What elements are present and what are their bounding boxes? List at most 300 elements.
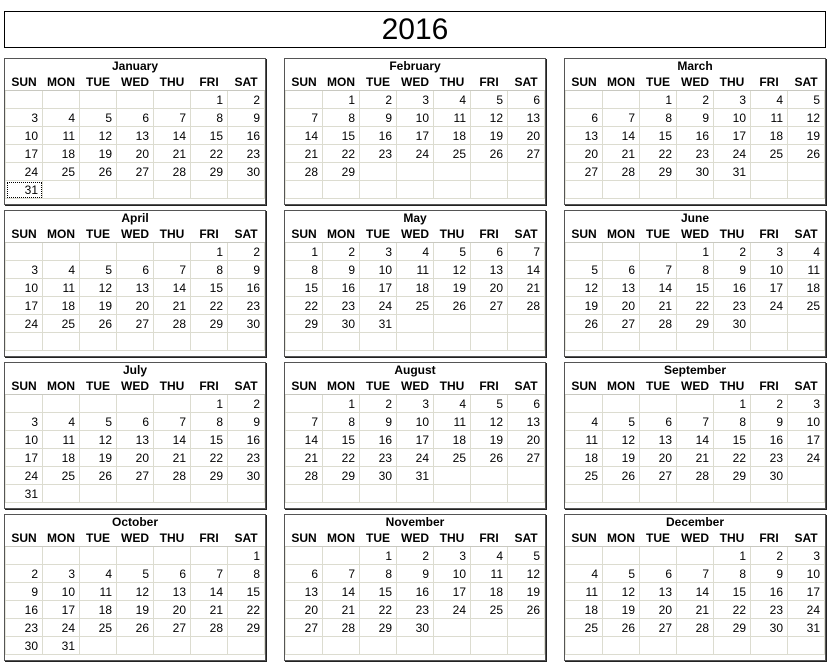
day-cell[interactable]: 1 xyxy=(228,547,265,565)
day-cell[interactable]: 19 xyxy=(80,449,117,467)
empty-cell[interactable] xyxy=(80,485,117,503)
day-cell[interactable]: 6 xyxy=(286,565,323,583)
day-cell[interactable]: 27 xyxy=(508,449,545,467)
day-cell[interactable]: 19 xyxy=(80,145,117,163)
day-cell[interactable]: 15 xyxy=(640,127,677,145)
day-cell[interactable]: 3 xyxy=(714,91,751,109)
day-cell[interactable]: 11 xyxy=(80,583,117,601)
day-cell[interactable]: 25 xyxy=(80,619,117,637)
day-cell[interactable]: 15 xyxy=(191,431,228,449)
day-cell[interactable]: 9 xyxy=(228,109,265,127)
day-cell[interactable]: 14 xyxy=(286,431,323,449)
empty-cell[interactable] xyxy=(117,91,154,109)
day-cell[interactable]: 31 xyxy=(43,637,80,655)
empty-cell[interactable] xyxy=(603,243,640,261)
empty-cell[interactable] xyxy=(714,181,751,199)
day-cell[interactable]: 17 xyxy=(360,279,397,297)
day-cell[interactable]: 16 xyxy=(323,279,360,297)
empty-cell[interactable] xyxy=(360,333,397,351)
day-cell[interactable]: 25 xyxy=(434,449,471,467)
day-cell[interactable]: 17 xyxy=(714,127,751,145)
empty-cell[interactable] xyxy=(191,333,228,351)
empty-cell[interactable] xyxy=(471,163,508,181)
empty-cell[interactable] xyxy=(434,619,471,637)
day-cell[interactable]: 13 xyxy=(154,583,191,601)
empty-cell[interactable] xyxy=(603,547,640,565)
day-cell[interactable]: 21 xyxy=(286,449,323,467)
day-cell[interactable]: 13 xyxy=(640,431,677,449)
day-cell[interactable]: 29 xyxy=(191,163,228,181)
day-cell[interactable]: 18 xyxy=(397,279,434,297)
day-cell[interactable]: 15 xyxy=(677,279,714,297)
day-cell[interactable]: 15 xyxy=(360,583,397,601)
day-cell[interactable]: 14 xyxy=(677,431,714,449)
day-cell[interactable]: 14 xyxy=(508,261,545,279)
empty-cell[interactable] xyxy=(566,395,603,413)
day-cell[interactable]: 29 xyxy=(191,467,228,485)
day-cell[interactable]: 4 xyxy=(80,565,117,583)
day-cell[interactable]: 21 xyxy=(154,145,191,163)
day-cell[interactable]: 24 xyxy=(397,449,434,467)
empty-cell[interactable] xyxy=(286,333,323,351)
day-cell[interactable]: 25 xyxy=(566,467,603,485)
day-cell[interactable]: 11 xyxy=(434,413,471,431)
day-cell[interactable]: 7 xyxy=(508,243,545,261)
empty-cell[interactable] xyxy=(397,163,434,181)
empty-cell[interactable] xyxy=(677,395,714,413)
day-cell[interactable]: 27 xyxy=(640,467,677,485)
day-cell[interactable]: 18 xyxy=(788,279,825,297)
empty-cell[interactable] xyxy=(323,637,360,655)
day-cell[interactable]: 31 xyxy=(788,619,825,637)
day-cell[interactable]: 2 xyxy=(714,243,751,261)
day-cell[interactable]: 29 xyxy=(323,163,360,181)
day-cell[interactable]: 18 xyxy=(566,601,603,619)
day-cell[interactable]: 26 xyxy=(788,145,825,163)
day-cell[interactable]: 28 xyxy=(323,619,360,637)
day-cell[interactable]: 21 xyxy=(677,601,714,619)
day-cell[interactable]: 5 xyxy=(603,413,640,431)
day-cell[interactable]: 4 xyxy=(566,413,603,431)
day-cell[interactable]: 10 xyxy=(434,565,471,583)
day-cell[interactable]: 18 xyxy=(43,449,80,467)
day-cell[interactable]: 1 xyxy=(323,91,360,109)
day-cell[interactable]: 9 xyxy=(751,565,788,583)
day-cell[interactable]: 3 xyxy=(6,413,43,431)
day-cell[interactable]: 26 xyxy=(80,315,117,333)
empty-cell[interactable] xyxy=(566,181,603,199)
day-cell[interactable]: 4 xyxy=(43,413,80,431)
empty-cell[interactable] xyxy=(471,181,508,199)
day-cell[interactable]: 5 xyxy=(508,547,545,565)
day-cell[interactable]: 26 xyxy=(434,297,471,315)
empty-cell[interactable] xyxy=(43,547,80,565)
day-cell[interactable]: 27 xyxy=(640,619,677,637)
day-cell[interactable]: 30 xyxy=(751,467,788,485)
day-cell[interactable]: 3 xyxy=(360,243,397,261)
day-cell[interactable]: 10 xyxy=(397,109,434,127)
day-cell[interactable]: 19 xyxy=(508,583,545,601)
empty-cell[interactable] xyxy=(640,181,677,199)
day-cell[interactable]: 16 xyxy=(397,583,434,601)
day-cell[interactable]: 27 xyxy=(117,315,154,333)
empty-cell[interactable] xyxy=(360,163,397,181)
day-cell[interactable]: 21 xyxy=(191,601,228,619)
day-cell[interactable]: 25 xyxy=(43,467,80,485)
day-cell[interactable]: 16 xyxy=(6,601,43,619)
day-cell[interactable]: 30 xyxy=(751,619,788,637)
empty-cell[interactable] xyxy=(397,333,434,351)
day-cell[interactable]: 1 xyxy=(191,91,228,109)
day-cell[interactable]: 5 xyxy=(80,413,117,431)
day-cell[interactable]: 26 xyxy=(471,145,508,163)
empty-cell[interactable] xyxy=(751,163,788,181)
day-cell[interactable]: 26 xyxy=(603,619,640,637)
day-cell[interactable]: 14 xyxy=(677,583,714,601)
day-cell[interactable]: 23 xyxy=(228,449,265,467)
day-cell[interactable]: 22 xyxy=(714,449,751,467)
day-cell[interactable]: 19 xyxy=(788,127,825,145)
day-cell[interactable]: 26 xyxy=(566,315,603,333)
day-cell[interactable]: 29 xyxy=(228,619,265,637)
empty-cell[interactable] xyxy=(80,395,117,413)
day-cell[interactable]: 8 xyxy=(360,565,397,583)
empty-cell[interactable] xyxy=(434,163,471,181)
day-cell[interactable]: 13 xyxy=(508,413,545,431)
day-cell[interactable]: 13 xyxy=(286,583,323,601)
day-cell[interactable]: 22 xyxy=(640,145,677,163)
day-cell[interactable]: 23 xyxy=(323,297,360,315)
day-cell[interactable]: 4 xyxy=(751,91,788,109)
empty-cell[interactable] xyxy=(117,395,154,413)
day-cell[interactable]: 9 xyxy=(6,583,43,601)
empty-cell[interactable] xyxy=(434,485,471,503)
empty-cell[interactable] xyxy=(323,485,360,503)
day-cell[interactable]: 23 xyxy=(360,145,397,163)
day-cell[interactable]: 17 xyxy=(6,297,43,315)
day-cell[interactable]: 25 xyxy=(397,297,434,315)
day-cell[interactable]: 12 xyxy=(471,413,508,431)
day-cell[interactable]: 15 xyxy=(323,431,360,449)
day-cell[interactable]: 5 xyxy=(471,91,508,109)
day-cell[interactable]: 6 xyxy=(640,565,677,583)
day-cell[interactable]: 9 xyxy=(677,109,714,127)
day-cell[interactable]: 20 xyxy=(117,449,154,467)
day-cell[interactable]: 7 xyxy=(286,413,323,431)
day-cell[interactable]: 22 xyxy=(323,145,360,163)
day-cell[interactable]: 9 xyxy=(397,565,434,583)
empty-cell[interactable] xyxy=(751,485,788,503)
empty-cell[interactable] xyxy=(603,395,640,413)
empty-cell[interactable] xyxy=(43,181,80,199)
day-cell[interactable]: 26 xyxy=(117,619,154,637)
empty-cell[interactable] xyxy=(788,315,825,333)
empty-cell[interactable] xyxy=(154,181,191,199)
day-cell[interactable]: 12 xyxy=(117,583,154,601)
day-cell[interactable]: 15 xyxy=(714,431,751,449)
empty-cell[interactable] xyxy=(508,637,545,655)
day-cell[interactable]: 1 xyxy=(191,243,228,261)
day-cell[interactable]: 7 xyxy=(677,413,714,431)
day-cell[interactable]: 27 xyxy=(117,467,154,485)
day-cell[interactable]: 17 xyxy=(434,583,471,601)
day-cell[interactable]: 19 xyxy=(80,297,117,315)
day-cell[interactable]: 31 xyxy=(360,315,397,333)
day-cell[interactable]: 26 xyxy=(80,467,117,485)
day-cell[interactable]: 9 xyxy=(360,413,397,431)
day-cell[interactable]: 3 xyxy=(788,547,825,565)
day-cell[interactable]: 6 xyxy=(508,91,545,109)
day-cell[interactable]: 6 xyxy=(117,413,154,431)
day-cell[interactable]: 8 xyxy=(228,565,265,583)
empty-cell[interactable] xyxy=(434,315,471,333)
empty-cell[interactable] xyxy=(360,485,397,503)
empty-cell[interactable] xyxy=(788,181,825,199)
day-cell[interactable]: 5 xyxy=(788,91,825,109)
empty-cell[interactable] xyxy=(434,333,471,351)
empty-cell[interactable] xyxy=(397,181,434,199)
day-cell[interactable]: 2 xyxy=(228,395,265,413)
day-cell[interactable]: 24 xyxy=(6,467,43,485)
day-cell[interactable]: 29 xyxy=(677,315,714,333)
empty-cell[interactable] xyxy=(640,333,677,351)
empty-cell[interactable] xyxy=(508,315,545,333)
day-cell[interactable]: 12 xyxy=(471,109,508,127)
empty-cell[interactable] xyxy=(191,485,228,503)
day-cell[interactable]: 17 xyxy=(788,583,825,601)
empty-cell[interactable] xyxy=(154,243,191,261)
day-cell[interactable]: 26 xyxy=(471,449,508,467)
day-cell[interactable]: 27 xyxy=(566,163,603,181)
day-cell[interactable]: 1 xyxy=(360,547,397,565)
empty-cell[interactable] xyxy=(80,243,117,261)
empty-cell[interactable] xyxy=(788,637,825,655)
day-cell[interactable]: 21 xyxy=(677,449,714,467)
day-cell[interactable]: 5 xyxy=(471,395,508,413)
day-cell[interactable]: 21 xyxy=(286,145,323,163)
day-cell[interactable]: 2 xyxy=(677,91,714,109)
day-cell[interactable]: 23 xyxy=(714,297,751,315)
day-cell[interactable]: 24 xyxy=(714,145,751,163)
day-cell[interactable]: 10 xyxy=(6,279,43,297)
day-cell[interactable]: 5 xyxy=(566,261,603,279)
day-cell[interactable]: 30 xyxy=(228,163,265,181)
empty-cell[interactable] xyxy=(677,333,714,351)
day-cell[interactable]: 26 xyxy=(508,601,545,619)
day-cell[interactable]: 2 xyxy=(397,547,434,565)
empty-cell[interactable] xyxy=(640,395,677,413)
day-cell[interactable]: 28 xyxy=(191,619,228,637)
empty-cell[interactable] xyxy=(80,547,117,565)
day-cell[interactable]: 11 xyxy=(471,565,508,583)
empty-cell[interactable] xyxy=(508,485,545,503)
empty-cell[interactable] xyxy=(191,181,228,199)
day-cell[interactable]: 19 xyxy=(434,279,471,297)
empty-cell[interactable] xyxy=(360,637,397,655)
day-cell[interactable]: 15 xyxy=(191,279,228,297)
empty-cell[interactable] xyxy=(191,547,228,565)
day-cell[interactable]: 2 xyxy=(228,91,265,109)
empty-cell[interactable] xyxy=(117,333,154,351)
day-cell[interactable]: 28 xyxy=(640,315,677,333)
empty-cell[interactable] xyxy=(323,333,360,351)
empty-cell[interactable] xyxy=(397,315,434,333)
day-cell[interactable]: 8 xyxy=(191,261,228,279)
day-cell[interactable]: 2 xyxy=(228,243,265,261)
day-cell[interactable]: 20 xyxy=(640,601,677,619)
empty-cell[interactable] xyxy=(508,181,545,199)
day-cell[interactable]: 3 xyxy=(397,395,434,413)
day-cell[interactable]: 15 xyxy=(714,583,751,601)
day-cell[interactable]: 17 xyxy=(751,279,788,297)
day-cell[interactable]: 10 xyxy=(788,565,825,583)
day-cell[interactable]: 2 xyxy=(360,395,397,413)
day-cell[interactable]: 6 xyxy=(603,261,640,279)
day-cell[interactable]: 4 xyxy=(788,243,825,261)
empty-cell[interactable] xyxy=(154,333,191,351)
empty-cell[interactable] xyxy=(286,91,323,109)
day-cell[interactable]: 6 xyxy=(471,243,508,261)
day-cell[interactable]: 3 xyxy=(751,243,788,261)
day-cell[interactable]: 7 xyxy=(286,109,323,127)
day-cell[interactable]: 9 xyxy=(751,413,788,431)
empty-cell[interactable] xyxy=(323,181,360,199)
day-cell[interactable]: 8 xyxy=(323,413,360,431)
day-cell[interactable]: 30 xyxy=(677,163,714,181)
day-cell[interactable]: 18 xyxy=(43,145,80,163)
empty-cell[interactable] xyxy=(640,637,677,655)
day-cell[interactable]: 8 xyxy=(714,565,751,583)
empty-cell[interactable] xyxy=(640,547,677,565)
day-cell[interactable]: 8 xyxy=(323,109,360,127)
day-cell[interactable]: 18 xyxy=(566,449,603,467)
day-cell[interactable]: 10 xyxy=(6,431,43,449)
day-cell[interactable]: 15 xyxy=(191,127,228,145)
day-cell[interactable]: 14 xyxy=(323,583,360,601)
day-cell[interactable]: 22 xyxy=(286,297,323,315)
day-cell[interactable]: 29 xyxy=(360,619,397,637)
day-cell[interactable]: 7 xyxy=(191,565,228,583)
day-cell[interactable]: 3 xyxy=(397,91,434,109)
day-cell[interactable]: 10 xyxy=(714,109,751,127)
empty-cell[interactable] xyxy=(360,181,397,199)
day-cell[interactable]: 22 xyxy=(191,449,228,467)
day-cell[interactable]: 12 xyxy=(603,583,640,601)
day-cell[interactable]: 6 xyxy=(566,109,603,127)
day-cell[interactable]: 30 xyxy=(228,315,265,333)
day-cell[interactable]: 14 xyxy=(191,583,228,601)
empty-cell[interactable] xyxy=(640,243,677,261)
day-cell[interactable]: 2 xyxy=(6,565,43,583)
day-cell[interactable]: 22 xyxy=(191,145,228,163)
day-cell[interactable]: 20 xyxy=(508,127,545,145)
day-cell[interactable]: 12 xyxy=(603,431,640,449)
day-cell[interactable]: 22 xyxy=(360,601,397,619)
day-cell[interactable]: 28 xyxy=(154,467,191,485)
day-cell[interactable]: 8 xyxy=(191,413,228,431)
day-cell[interactable]: 10 xyxy=(751,261,788,279)
empty-cell[interactable] xyxy=(788,467,825,485)
day-cell[interactable]: 24 xyxy=(43,619,80,637)
day-cell[interactable]: 22 xyxy=(323,449,360,467)
day-cell[interactable]: 23 xyxy=(397,601,434,619)
day-cell[interactable]: 21 xyxy=(508,279,545,297)
empty-cell[interactable] xyxy=(117,547,154,565)
empty-cell[interactable] xyxy=(677,637,714,655)
day-cell[interactable]: 29 xyxy=(286,315,323,333)
day-cell[interactable]: 23 xyxy=(6,619,43,637)
day-cell[interactable]: 18 xyxy=(434,431,471,449)
empty-cell[interactable] xyxy=(566,333,603,351)
empty-cell[interactable] xyxy=(714,333,751,351)
empty-cell[interactable] xyxy=(640,485,677,503)
day-cell[interactable]: 27 xyxy=(603,315,640,333)
day-cell[interactable]: 5 xyxy=(117,565,154,583)
day-cell[interactable]: 17 xyxy=(6,449,43,467)
empty-cell[interactable] xyxy=(286,395,323,413)
empty-cell[interactable] xyxy=(43,395,80,413)
day-cell[interactable]: 3 xyxy=(434,547,471,565)
empty-cell[interactable] xyxy=(751,181,788,199)
day-cell[interactable]: 14 xyxy=(640,279,677,297)
day-cell[interactable]: 11 xyxy=(751,109,788,127)
day-cell[interactable]: 28 xyxy=(677,467,714,485)
day-cell[interactable]: 12 xyxy=(80,127,117,145)
day-cell[interactable]: 13 xyxy=(640,583,677,601)
day-cell[interactable]: 24 xyxy=(434,601,471,619)
day-cell[interactable]: 4 xyxy=(434,91,471,109)
day-cell[interactable]: 23 xyxy=(677,145,714,163)
day-cell[interactable]: 4 xyxy=(434,395,471,413)
empty-cell[interactable] xyxy=(117,181,154,199)
empty-cell[interactable] xyxy=(6,243,43,261)
day-cell[interactable]: 12 xyxy=(508,565,545,583)
day-cell[interactable]: 3 xyxy=(6,261,43,279)
day-cell[interactable]: 15 xyxy=(286,279,323,297)
day-cell[interactable]: 16 xyxy=(228,431,265,449)
day-cell[interactable]: 12 xyxy=(434,261,471,279)
day-cell[interactable]: 30 xyxy=(6,637,43,655)
day-cell[interactable]: 21 xyxy=(323,601,360,619)
day-cell[interactable]: 24 xyxy=(360,297,397,315)
day-cell[interactable]: 20 xyxy=(117,297,154,315)
day-cell[interactable]: 25 xyxy=(434,145,471,163)
day-cell[interactable]: 13 xyxy=(117,279,154,297)
day-cell[interactable]: 25 xyxy=(43,163,80,181)
day-cell[interactable]: 23 xyxy=(751,601,788,619)
day-cell[interactable]: 27 xyxy=(117,163,154,181)
day-cell[interactable]: 30 xyxy=(397,619,434,637)
day-cell[interactable]: 13 xyxy=(117,431,154,449)
empty-cell[interactable] xyxy=(6,395,43,413)
empty-cell[interactable] xyxy=(566,547,603,565)
day-cell[interactable]: 10 xyxy=(397,413,434,431)
day-cell[interactable]: 10 xyxy=(360,261,397,279)
empty-cell[interactable] xyxy=(471,333,508,351)
empty-cell[interactable] xyxy=(6,547,43,565)
day-cell[interactable]: 24 xyxy=(6,163,43,181)
day-cell[interactable]: 11 xyxy=(434,109,471,127)
day-cell[interactable]: 2 xyxy=(751,395,788,413)
empty-cell[interactable] xyxy=(788,485,825,503)
day-cell[interactable]: 2 xyxy=(360,91,397,109)
day-cell[interactable]: 13 xyxy=(508,109,545,127)
day-cell[interactable]: 21 xyxy=(154,297,191,315)
day-cell[interactable]: 11 xyxy=(397,261,434,279)
day-cell[interactable]: 22 xyxy=(228,601,265,619)
day-cell[interactable]: 4 xyxy=(43,109,80,127)
empty-cell[interactable] xyxy=(80,333,117,351)
